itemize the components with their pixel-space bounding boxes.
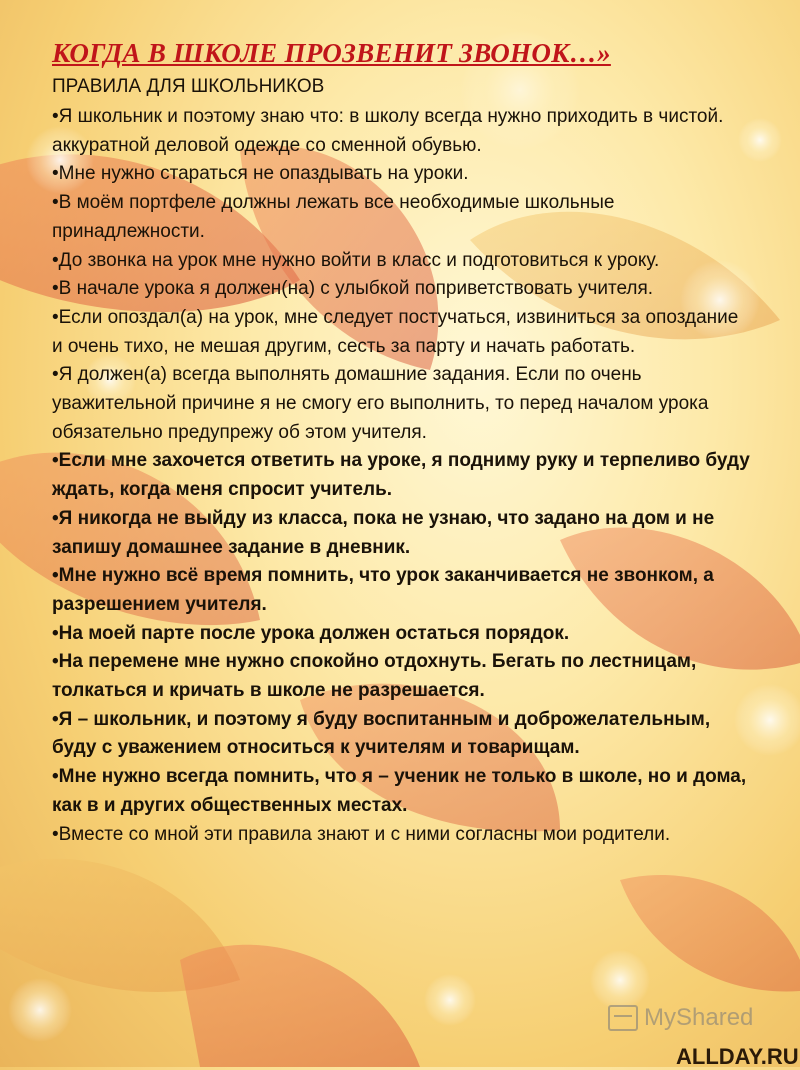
page-subtitle: ПРАВИЛА ДЛЯ ШКОЛЬНИКОВ — [52, 76, 325, 97]
rule-item: • Мне нужно стараться не опаздывать на уроки. — [52, 160, 752, 189]
rule-item: • Если мне захочется ответить на уроке, я подниму руку и терпеливо буду ждать, когда меня спросит учитель. — [52, 447, 752, 504]
rules-document — [52, 30, 752, 849]
rule-item: • Я должен(а) всегда выполнять домашние задания. Если по очень уважительной причине я не смогу его выполнить, то перед началом урока обязательно предупрежу об этом учителя. — [52, 361, 752, 447]
rule-item: • Я – школьник, и поэтому я буду воспитанным и доброжелательным, буду с уважением относиться к учителям и товарищам. — [52, 706, 752, 763]
rule-item: • До звонка на урок мне нужно войти в класс и подготовиться к уроку. — [52, 247, 752, 276]
page-title: КОГДА В ШКОЛЕ ПРОЗВЕНИТ ЗВОНОК…» — [52, 38, 611, 68]
myshared-watermark — [608, 1004, 753, 1032]
rule-item: • В моём портфеле должны лежать все необходимые школьные принадлежности. — [52, 189, 752, 246]
rule-item: • Вместе со мной эти правила знают и с ними согласны мои родители. — [52, 821, 752, 850]
leaf-shape — [180, 945, 420, 1067]
rule-item: • На моей парте после урока должен остаться порядок. — [52, 620, 752, 649]
rule-item: • Мне нужно всегда помнить, что я – ученик не только в школе, но и дома, как в и других общественных местах. — [52, 763, 752, 820]
rules-list — [52, 103, 752, 849]
presentation-board-icon — [608, 1005, 638, 1031]
rule-item: • Я школьник и поэтому знаю что: в школу всегда нужно приходить в чистой. аккуратной деловой одежде со сменной обувью. — [52, 103, 752, 160]
rule-item: • Мне нужно всё время помнить, что урок заканчивается не звонком, а разрешением учителя. — [52, 562, 752, 619]
rule-item: • На перемене мне нужно спокойно отдохнуть. Бегать по лестницам, толкаться и кричать в школе не разрешается. — [52, 648, 752, 705]
allday-logo: ALLDAY.RU — [676, 1044, 799, 1069]
watermark-text: MyShared — [644, 1004, 754, 1031]
rule-item: • Если опоздал(а) на урок, мне следует постучаться, извиниться за опоздание и очень тихо, не мешая другим, сесть за парту и начать работать. — [52, 304, 752, 361]
rule-item: • Я никогда не выйду из класса, пока не узнаю, что задано на дом и не запишу домашнее задание в дневник. — [52, 505, 752, 562]
rule-item: • В начале урока я должен(на) с улыбкой поприветствовать учителя. — [52, 275, 752, 304]
